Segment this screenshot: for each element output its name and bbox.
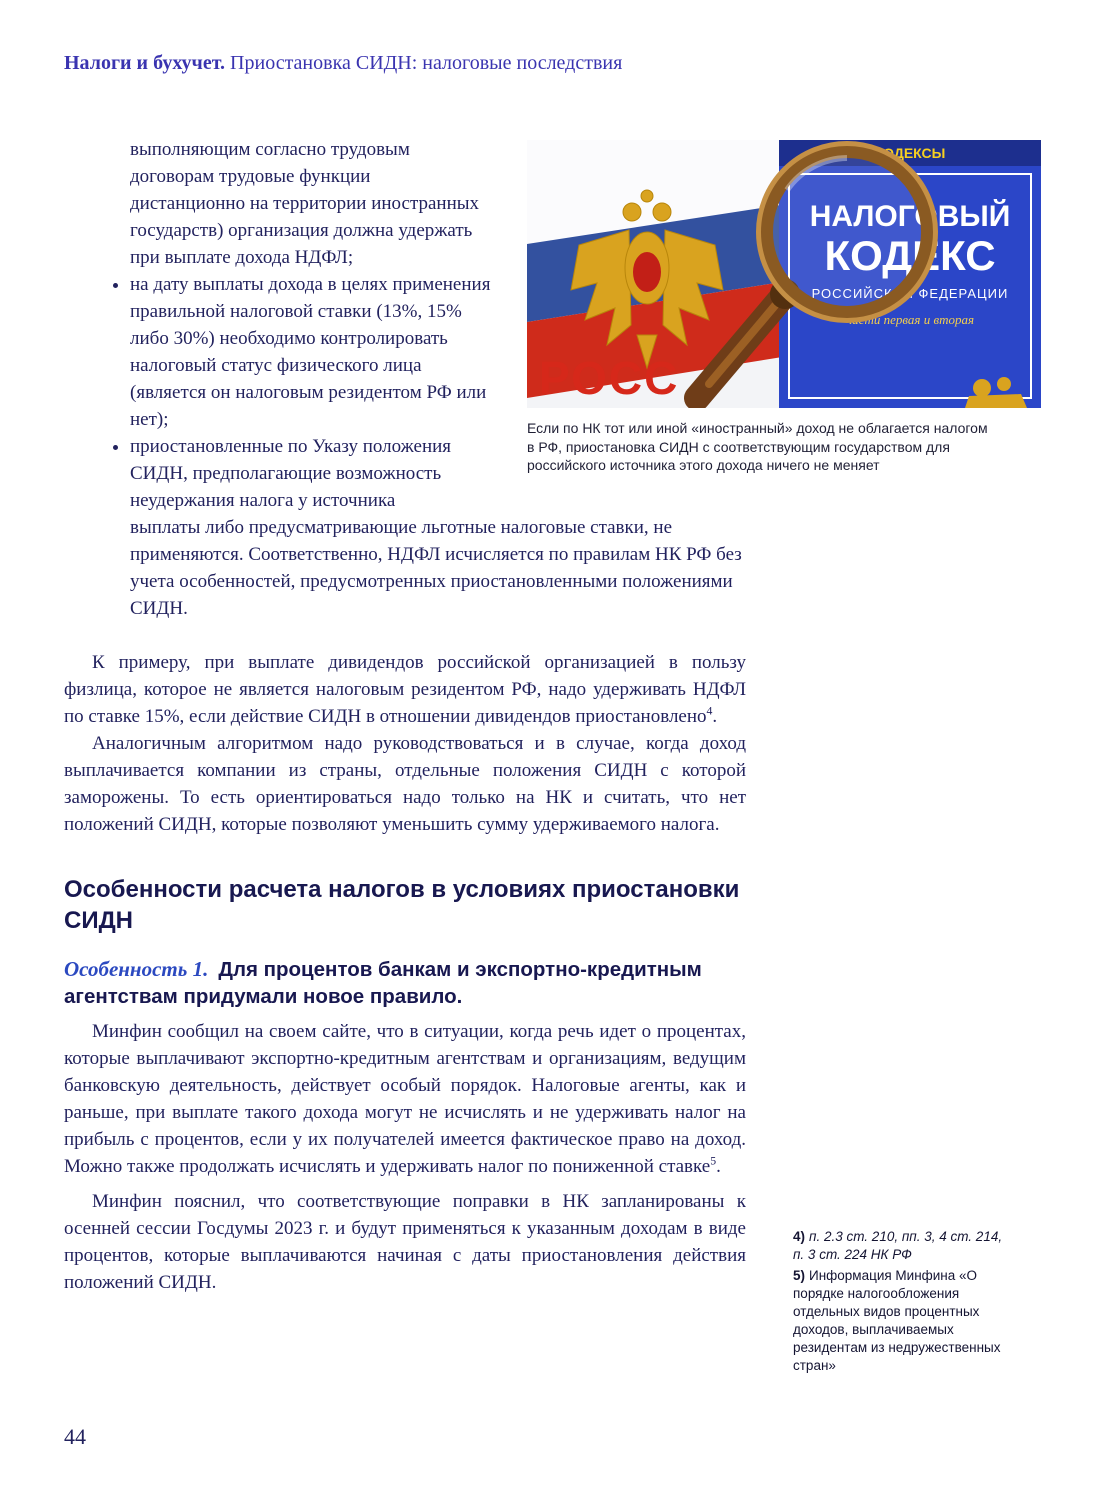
footnote <box>793 1267 1011 1375</box>
running-head-rubric: Налоги и бухучет. <box>64 52 226 74</box>
margin-footnotes <box>793 1228 1011 1378</box>
bullet-list <box>113 271 492 514</box>
list-continuation: выполняющим согласно трудовым договорам трудовые функции дистанционно на территории иностранных государств) организация должна удержать при выплате дохода НДФЛ; <box>130 139 480 268</box>
running-head-title: Приостановка СИДН: налоговые последствия <box>225 52 623 74</box>
footnote-text: Информация Минфина «О порядке налогообложения отдельных видов процентных доходов, выплачиваемых резидентам из недружественных стран» <box>793 1268 1001 1373</box>
footnote <box>793 1228 1011 1264</box>
running-head <box>64 52 622 75</box>
feature-heading <box>64 956 746 1010</box>
paragraph-text: Минфин сообщил на своем сайте, что в ситуации, когда речь идет о процентах, которые выплачивают экспортно-кредитным агентствам и организациям, ведущим банковскую деятельность, действует особый порядок. Налоговые агенты, как и раньше, при выплате такого дохода могут не исчислять и не удерживать налог на прибыль с процентов, если у их получателей имеется фактическое право на доход. Можно также продолжать исчислять и удерживать налог по пониженной ставке <box>64 1020 746 1177</box>
list-item: • на дату выплаты дохода в целях применения правильной налоговой ставки (13%, 15% либо 30%) необходимо контролировать налоговый статус физического лица (является он налоговым резидентом РФ или нет); <box>130 271 492 433</box>
feature-title: Для процентов банкам и экспортно-кредитным агентствам придумали новое правило. <box>64 957 702 1008</box>
section-paragraph: Минфин пояснил, что соответствующие поправки в НК запланированы к осенней сессии Госдумы 2023 г. и будут применяться к указанным доходам в виде процентов, которые выплачиваются начиная с даты приостановления действия положений СИДН. <box>64 1190 746 1293</box>
book-edition: части первая и вторая <box>845 312 975 327</box>
footnote-text: п. 2.3 ст. 210, пп. 3, 4 ст. 214, п. 3 ст. 224 НК РФ <box>793 1229 1003 1262</box>
footnote-number: 4) <box>793 1229 806 1244</box>
intro-list <box>113 136 505 514</box>
paragraph-text: К примеру, при выплате дивидендов российской организацией в пользу физлица, которое не является налоговым резидентом РФ, надо удерживать НДФЛ по ставке 15%, если действие СИДН в отношении дивидендов приостановлено <box>64 652 746 727</box>
photo-caption: Если по НК тот или иной «иностранный» доход не облагается налогом в РФ, приостановка СИДН с соответствующим государством для российского источника этого дохода ничего не меняет <box>527 420 988 473</box>
feature-label: Особенность 1. <box>64 956 209 981</box>
book-subtitle: РОССИЙСКОЙ ФЕДЕРАЦИИ <box>811 286 1009 301</box>
section-paragraph <box>64 1018 746 1180</box>
book-title-line2: КОДЕКС <box>824 232 996 279</box>
main-text-column <box>64 136 746 1296</box>
book-top-label: КОДЕКСЫ <box>874 145 946 161</box>
paragraph-text-end: . <box>716 1155 721 1177</box>
book-title-line1: НАЛОГОВЫЙ <box>809 200 1011 233</box>
body-paragraph: Аналогичным алгоритмом надо руководствоваться и в случае, когда доход выплачивается компании из страны, отдельные положения СИДН с которой заморожены. То есть ориентироваться надо только на НК и считать, что нет положений СИДН, которые позволяют уменьшить сумму удерживаемого налога. <box>64 733 746 835</box>
list-item: • приостановленные по Указу положения СИДН, предполагающие возможность неудержания налога у источника <box>130 433 492 514</box>
paragraph-text-end: . <box>712 706 718 727</box>
list-continuation-wide: выплаты либо предусматривающие льготные налоговые ставки, не применяются. Соответственно, НДФЛ исчисляется по правилам НК РФ без учета особенностей, предусмотренных приостановленными положениями СИДН. <box>130 517 742 619</box>
body-paragraph <box>64 649 746 730</box>
footnote-number: 5) <box>793 1268 806 1283</box>
footnote-ref-4: 4 <box>706 704 713 718</box>
section-heading: Особенности расчета налогов в условиях приостановки СИДН <box>64 876 740 934</box>
rossiya-text: РОСС <box>539 352 680 404</box>
footnote-ref-5: 5 <box>710 1154 717 1168</box>
page-number: 44 <box>64 1424 86 1449</box>
